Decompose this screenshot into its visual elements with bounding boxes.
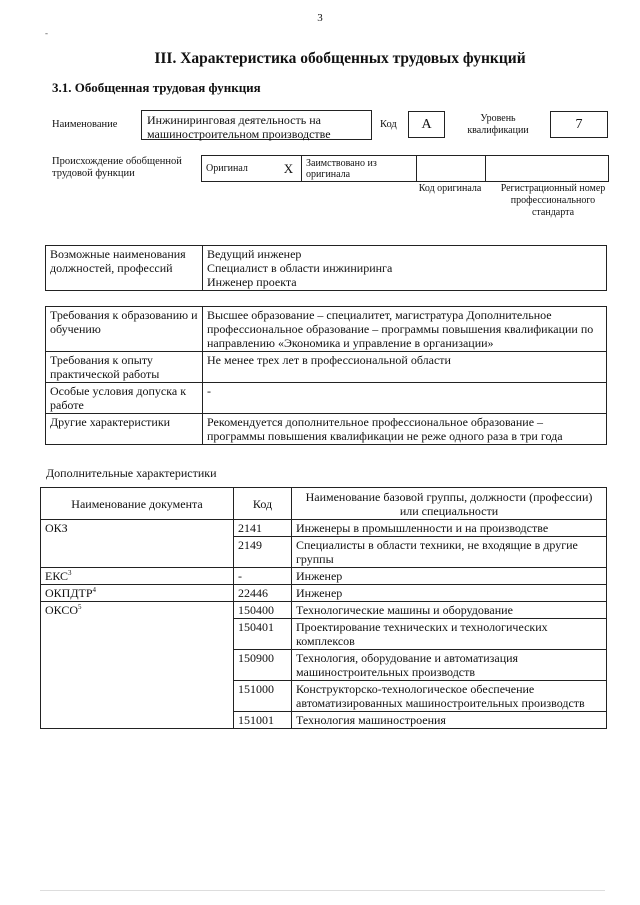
- origin-label: Происхождение обобщенной трудовой функции: [52, 156, 182, 179]
- position-item: Ведущий инженер: [207, 247, 302, 261]
- code-value: А: [421, 117, 432, 132]
- header-mark: -: [45, 28, 48, 38]
- function-name-value: Инжиниринговая деятельность на машиностроительном производстве: [147, 113, 331, 141]
- req-value: Высшее образование – специалитет, магистратура Дополнительное профессиональное образование – программы повышения квалификации по направлению «Экономика и управление в организации»: [203, 307, 607, 352]
- req-label: Требования к опыту практической работы: [46, 352, 203, 383]
- level-label: Уровень квалификации: [467, 113, 529, 136]
- code-cell: 150400: [234, 602, 292, 619]
- borrowed-label: Заимствовано из оригинала: [302, 156, 417, 182]
- code-cell: 2149: [234, 537, 292, 568]
- footnote-mark: 3: [68, 569, 72, 577]
- origin-table: [201, 155, 609, 182]
- doc-cell: [41, 568, 234, 585]
- requirements-table: [45, 306, 607, 445]
- position-item: Инженер проекта: [207, 275, 297, 289]
- doc-name: ОКЗ: [45, 521, 68, 535]
- code-cell: 2141: [234, 520, 292, 537]
- doc-cell: [41, 585, 234, 602]
- name-cell: Технология машиностроения: [292, 712, 607, 729]
- code-cell: 150401: [234, 619, 292, 650]
- page-number: 3: [317, 12, 323, 24]
- footnote-mark: 5: [78, 603, 82, 611]
- req-value: Не менее трех лет в профессиональной области: [203, 352, 607, 383]
- positions-values: [203, 246, 607, 291]
- req-label: Другие характеристики: [46, 414, 203, 445]
- code-cell: 22446: [234, 585, 292, 602]
- doc-name: ОКСО: [45, 603, 79, 617]
- name-cell: Проектирование технических и технологических комплексов: [292, 619, 607, 650]
- name-cell: Технологические машины и оборудование: [292, 602, 607, 619]
- subsection-title: 3.1. Обобщенная трудовая функция: [52, 80, 261, 95]
- original-mark: Х: [276, 156, 302, 182]
- positions-label: Возможные наименования должностей, профессий: [46, 246, 203, 291]
- doc-name: ЕКС: [45, 569, 69, 583]
- additional-table: [40, 487, 607, 729]
- code-cell: 151000: [234, 681, 292, 712]
- original-code-cell: [417, 156, 486, 182]
- doc-cell: [41, 602, 234, 729]
- name-label: Наименование: [52, 119, 118, 130]
- name-cell: Инженер: [292, 585, 607, 602]
- reg-number-caption: Регистрационный номер профессионального стандарта: [500, 183, 606, 218]
- name-cell: Специалисты в области техники, не входящие в другие группы: [292, 537, 607, 568]
- position-item: Специалист в области инжиниринга: [207, 261, 393, 275]
- page-edge-line: [40, 890, 605, 891]
- name-cell: Конструкторско-технологическое обеспечение автоматизированных машиностроительных производств: [292, 681, 607, 712]
- header-doc: Наименование документа: [41, 488, 234, 520]
- code-box: [408, 111, 445, 138]
- additional-title: Дополнительные характеристики: [46, 466, 217, 480]
- req-label: Требования к образованию и обучению: [46, 307, 203, 352]
- header-name: Наименование базовой группы, должности (профессии) или специальности: [292, 488, 607, 520]
- code-cell: 151001: [234, 712, 292, 729]
- code-cell: 150900: [234, 650, 292, 681]
- req-label: Особые условия допуска к работе: [46, 383, 203, 414]
- req-value: Рекомендуется дополнительное профессиональное образование – программы повышения квалификации не реже одного раза в три года: [203, 414, 607, 445]
- positions-table: [45, 245, 607, 291]
- code-cell: -: [234, 568, 292, 585]
- header-code: Код: [234, 488, 292, 520]
- original-label: Оригинал: [202, 156, 277, 182]
- req-value: -: [203, 383, 607, 414]
- name-cell: Технология, оборудование и автоматизация машиностроительных производств: [292, 650, 607, 681]
- function-name-box: [141, 110, 372, 140]
- code-original-caption: Код оригинала: [418, 183, 482, 194]
- doc-name: ОКПДТР: [45, 586, 93, 600]
- level-value: 7: [575, 117, 583, 132]
- level-box: [550, 111, 608, 138]
- code-label: Код: [380, 119, 397, 130]
- section-title: III. Характеристика обобщенных трудовых функций: [154, 50, 526, 67]
- name-cell: Инженер: [292, 568, 607, 585]
- name-cell: Инженеры в промышленности и на производстве: [292, 520, 607, 537]
- footnote-mark: 4: [92, 586, 97, 594]
- doc-cell: [41, 520, 234, 568]
- reg-number-cell: [486, 156, 609, 182]
